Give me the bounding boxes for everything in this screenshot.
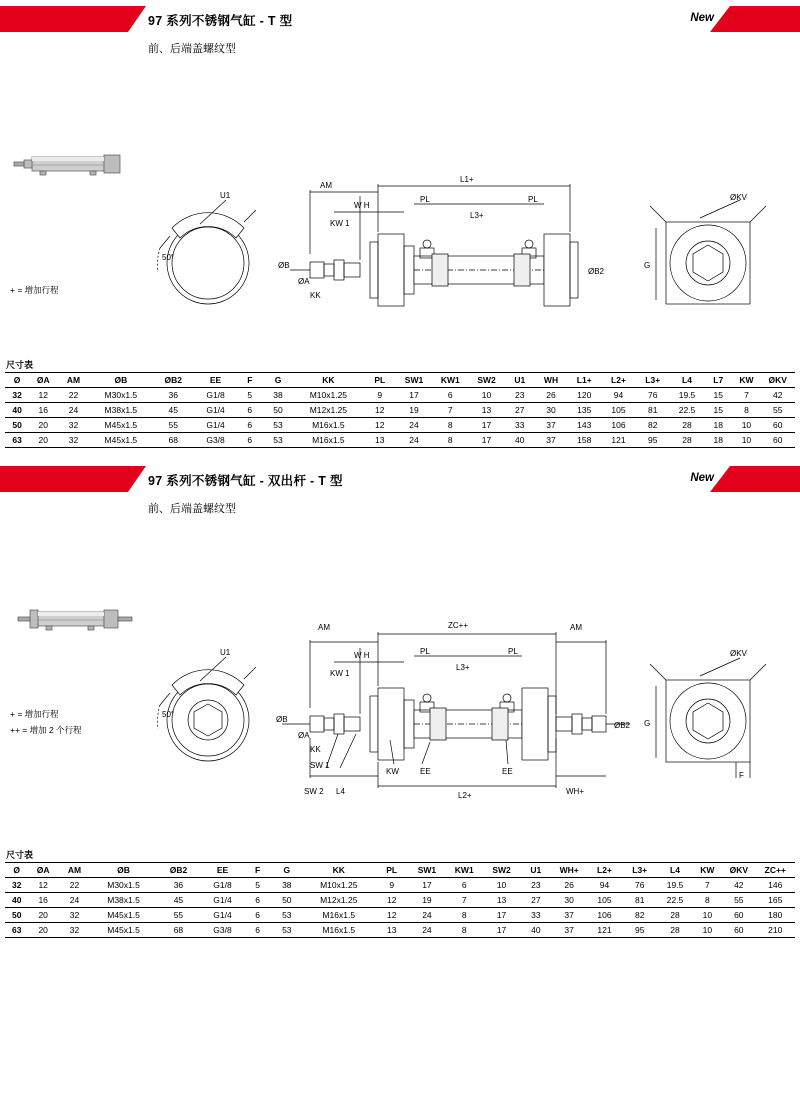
label-g-2: G: [644, 719, 651, 728]
cell: 13: [468, 403, 504, 418]
cell: 63: [5, 433, 29, 448]
cell: 180: [756, 908, 795, 923]
cell: 53: [263, 418, 293, 433]
section-1-table-body: [5, 388, 795, 448]
cell: 37: [551, 908, 586, 923]
cell: 27: [505, 403, 535, 418]
cell: 60: [722, 908, 755, 923]
cell: 32: [57, 433, 89, 448]
cell: M38x1.5: [91, 893, 156, 908]
cell: 76: [622, 878, 657, 893]
label-angle-1: 50°: [162, 253, 175, 262]
section-2-subtitle-row: [0, 492, 800, 518]
cell: 20: [29, 433, 57, 448]
cell: 63: [5, 923, 28, 938]
cell: 6: [432, 388, 468, 403]
section-1-table-caption: 尺寸表: [6, 360, 34, 370]
label-okv-2: ØKV: [730, 649, 747, 658]
cell: 50: [263, 403, 293, 418]
cell: 18: [704, 433, 732, 448]
cell: 53: [271, 908, 302, 923]
col-1: ØA: [29, 373, 57, 388]
cell: 17: [483, 923, 520, 938]
cell: 8: [446, 908, 483, 923]
cell: G1/4: [201, 893, 244, 908]
cell: 32: [5, 878, 28, 893]
cell: 15: [704, 403, 732, 418]
cell: 81: [622, 893, 657, 908]
cell: G1/8: [194, 388, 236, 403]
label-angle-2: 50°: [162, 710, 175, 719]
cell: M10x1.25: [302, 878, 375, 893]
cell: 8: [693, 893, 722, 908]
cell: G1/4: [201, 908, 244, 923]
label-oa-2: ØA: [298, 731, 310, 740]
col-3: ØB: [90, 373, 152, 388]
cell: 6: [244, 908, 271, 923]
col-20: ZC++: [756, 863, 795, 878]
label-f-2: F: [739, 771, 744, 780]
col-7: G: [263, 373, 293, 388]
cell: 53: [271, 923, 302, 938]
cell: 8: [732, 403, 760, 418]
cell: 10: [732, 433, 760, 448]
cell: 23: [505, 388, 535, 403]
col-18: KW: [693, 863, 722, 878]
label-u1-2: U1: [220, 648, 231, 657]
cell: 146: [756, 878, 795, 893]
section-2-dimension-table: [5, 862, 795, 938]
table-row: [5, 433, 795, 448]
cell: 68: [152, 433, 194, 448]
section-2-new-badge: New: [690, 472, 714, 484]
table-row: [5, 893, 795, 908]
section-1-subtitle: 前、后端盖螺纹型: [148, 43, 236, 55]
cell: 16: [29, 403, 57, 418]
label-ob-2: ØB: [276, 715, 288, 724]
cell: 26: [551, 878, 586, 893]
cell: 42: [761, 388, 795, 403]
label-okv-1: ØKV: [730, 193, 747, 202]
label-pl-1: PL: [420, 195, 430, 204]
cell: 17: [396, 388, 432, 403]
cell: 7: [732, 388, 760, 403]
cell: M30x1.5: [91, 878, 156, 893]
table-row: [5, 908, 795, 923]
col-0: Ø: [5, 373, 29, 388]
cell: 6: [244, 923, 271, 938]
section-2-table-body: [5, 878, 795, 938]
cell: 32: [58, 908, 91, 923]
cell: M16x1.5: [302, 923, 375, 938]
section-2-title: 97 系列不锈钢气缸 - 双出杆 - T 型: [148, 474, 343, 488]
label-zc-2: ZC++: [448, 621, 469, 630]
col-14: WH: [535, 373, 567, 388]
cell: 12: [28, 878, 57, 893]
cell: 9: [364, 388, 396, 403]
cell: 13: [483, 893, 520, 908]
cell: 26: [535, 388, 567, 403]
col-10: SW1: [408, 863, 445, 878]
cell: 13: [364, 433, 396, 448]
cell: 13: [375, 923, 408, 938]
label-l2-2: L2+: [458, 791, 472, 800]
label-sw2-2: SW 2: [304, 787, 324, 796]
col-8: KK: [293, 373, 364, 388]
cell: 7: [693, 878, 722, 893]
table-header-row: [5, 373, 795, 388]
cell: 15: [704, 388, 732, 403]
cell: 60: [722, 923, 755, 938]
table-row: [5, 403, 795, 418]
col-7: G: [271, 863, 302, 878]
cell: 10: [693, 923, 722, 938]
left-end-view-1: [140, 188, 270, 328]
section-1-header: [0, 6, 800, 32]
cylinder-thumbnail-2: [10, 598, 140, 648]
cell: 20: [28, 923, 57, 938]
header-red-left-bar: [0, 466, 128, 492]
cell: G1/4: [194, 418, 236, 433]
cell: M16x1.5: [293, 433, 364, 448]
table-row: [5, 878, 795, 893]
label-l1-1: L1+: [460, 176, 474, 184]
col-16: L3+: [622, 863, 657, 878]
header-red-right-bar: [730, 466, 800, 492]
cell: 6: [244, 893, 271, 908]
cell: M45x1.5: [90, 433, 152, 448]
cell: 10: [483, 878, 520, 893]
label-pl-2: PL: [420, 647, 430, 656]
cell: 55: [761, 403, 795, 418]
cell: 42: [722, 878, 755, 893]
col-21: ØKV: [761, 373, 795, 388]
main-section-view-1: [270, 176, 630, 346]
cell: M38x1.5: [90, 403, 152, 418]
cell: 45: [156, 893, 201, 908]
cell: 37: [551, 923, 586, 938]
cell: 40: [505, 433, 535, 448]
cell: 12: [364, 403, 396, 418]
cell: 19: [408, 893, 445, 908]
col-2: AM: [58, 863, 91, 878]
label-am-2: AM: [318, 623, 330, 632]
label-u1-1: U1: [220, 191, 231, 200]
cell: 27: [520, 893, 551, 908]
cell: 94: [587, 878, 622, 893]
cell: 10: [732, 418, 760, 433]
cell: G3/8: [201, 923, 244, 938]
cell: 95: [636, 433, 670, 448]
label-ob2-1: ØB2: [588, 267, 605, 276]
table-row: [5, 923, 795, 938]
cell: 22: [57, 388, 89, 403]
cell: 68: [156, 923, 201, 938]
cell: 7: [446, 893, 483, 908]
col-6: F: [244, 863, 271, 878]
col-10: SW1: [396, 373, 432, 388]
cylinder-thumbnail-1: [10, 143, 140, 193]
section-2-header: [0, 466, 800, 492]
cell: 37: [535, 433, 567, 448]
col-0: Ø: [5, 863, 28, 878]
cell: 33: [520, 908, 551, 923]
cell: M10x1.25: [293, 388, 364, 403]
cell: 10: [468, 388, 504, 403]
section-1-dimension-table: [5, 372, 795, 448]
cell: 8: [432, 418, 468, 433]
cell: 82: [636, 418, 670, 433]
cell: 24: [396, 433, 432, 448]
col-17: L3+: [636, 373, 670, 388]
label-kw1-1: KW 1: [330, 219, 350, 228]
cell: 30: [551, 893, 586, 908]
cell: 76: [636, 388, 670, 403]
label-g-1: G: [644, 261, 651, 270]
cell: 82: [622, 908, 657, 923]
col-8: KK: [302, 863, 375, 878]
cell: M16x1.5: [293, 418, 364, 433]
cell: 94: [601, 388, 635, 403]
cell: M12x1.25: [302, 893, 375, 908]
cell: 12: [375, 908, 408, 923]
col-1: ØA: [28, 863, 57, 878]
col-13: U1: [520, 863, 551, 878]
cell: 6: [237, 418, 263, 433]
cell: 20: [28, 908, 57, 923]
cell: 38: [271, 878, 302, 893]
cell: 8: [432, 433, 468, 448]
label-l3-1: L3+: [470, 211, 484, 220]
col-5: EE: [201, 863, 244, 878]
cell: 37: [535, 418, 567, 433]
col-11: KW1: [446, 863, 483, 878]
col-9: PL: [364, 373, 396, 388]
cell: 12: [29, 388, 57, 403]
cell: 22.5: [657, 893, 692, 908]
cell: 23: [520, 878, 551, 893]
cell: 19.5: [657, 878, 692, 893]
cell: 24: [58, 893, 91, 908]
label-kw-2: KW: [386, 767, 399, 776]
cell: 17: [468, 418, 504, 433]
cell: 165: [756, 893, 795, 908]
cell: 22.5: [670, 403, 704, 418]
cell: 6: [237, 433, 263, 448]
cell: 36: [156, 878, 201, 893]
cell: 24: [396, 418, 432, 433]
section-2-note-0: + = 增加行程: [10, 709, 59, 719]
label-kw1-2: KW 1: [330, 669, 350, 678]
cell: 210: [756, 923, 795, 938]
label-l4-2: L4: [336, 787, 345, 796]
cell: 106: [601, 418, 635, 433]
cell: 32: [58, 923, 91, 938]
section-1-subtitle-row: [0, 32, 800, 58]
cell: 135: [567, 403, 601, 418]
cell: 20: [29, 418, 57, 433]
cell: 24: [408, 923, 445, 938]
cell: 50: [5, 908, 28, 923]
cell: 105: [587, 893, 622, 908]
cell: 28: [657, 923, 692, 938]
col-14: WH+: [551, 863, 586, 878]
cell: 40: [520, 923, 551, 938]
cell: 121: [587, 923, 622, 938]
cell: 9: [375, 878, 408, 893]
col-19: L7: [704, 373, 732, 388]
cell: 33: [505, 418, 535, 433]
label-ob-1: ØB: [278, 261, 290, 270]
label-kk-2: KK: [310, 745, 321, 754]
table-row: [5, 418, 795, 433]
cell: M45x1.5: [90, 418, 152, 433]
section-2-table-caption: 尺寸表: [6, 850, 34, 860]
col-18: L4: [670, 373, 704, 388]
section-2-note-1: ++ = 增加 2 个行程: [10, 725, 82, 735]
label-l3-2: L3+: [456, 663, 470, 672]
cell: 5: [237, 388, 263, 403]
section-2-subtitle: 前、后端盖螺纹型: [148, 503, 236, 515]
cell: 10: [693, 908, 722, 923]
cell: 95: [622, 923, 657, 938]
label-ee-2: EE: [420, 767, 431, 776]
cell: G1/4: [194, 403, 236, 418]
col-17: L4: [657, 863, 692, 878]
cell: 24: [57, 403, 89, 418]
right-end-view-2: [640, 638, 780, 788]
cell: M45x1.5: [91, 908, 156, 923]
cell: M45x1.5: [91, 923, 156, 938]
cell: 105: [601, 403, 635, 418]
table-header-row: [5, 863, 795, 878]
label-ee2-2: EE: [502, 767, 513, 776]
cell: 32: [57, 418, 89, 433]
main-section-view-2: [270, 618, 650, 828]
label-sw1-2: SW 1: [310, 761, 330, 770]
cell: 12: [375, 893, 408, 908]
cell: 32: [5, 388, 29, 403]
section-1-new-badge: New: [690, 12, 714, 24]
cell: M30x1.5: [90, 388, 152, 403]
col-16: L2+: [601, 373, 635, 388]
cell: 120: [567, 388, 601, 403]
col-4: ØB2: [152, 373, 194, 388]
col-6: F: [237, 373, 263, 388]
header-red-right-bar: [730, 6, 800, 32]
cell: 55: [152, 418, 194, 433]
cell: 8: [446, 923, 483, 938]
table-row: [5, 388, 795, 403]
label-am-1: AM: [320, 181, 332, 190]
cell: 158: [567, 433, 601, 448]
cell: G1/8: [201, 878, 244, 893]
col-19: ØKV: [722, 863, 755, 878]
cell: 60: [761, 418, 795, 433]
section-1-note-0: + = 增加行程: [10, 285, 59, 295]
cell: 18: [704, 418, 732, 433]
label-wh2-2: WH+: [566, 787, 584, 796]
label-kk-1: KK: [310, 291, 321, 300]
cell: 81: [636, 403, 670, 418]
cell: M16x1.5: [302, 908, 375, 923]
col-9: PL: [375, 863, 408, 878]
cell: 6: [446, 878, 483, 893]
cell: 30: [535, 403, 567, 418]
label-wh-1: W H: [354, 201, 370, 210]
label-oa-1: ØA: [298, 277, 310, 286]
cell: 5: [244, 878, 271, 893]
cell: 53: [263, 433, 293, 448]
cell: 17: [483, 908, 520, 923]
col-3: ØB: [91, 863, 156, 878]
cell: 6: [237, 403, 263, 418]
section-1-drawing: [0, 58, 800, 358]
cell: 40: [5, 403, 29, 418]
cell: 24: [408, 908, 445, 923]
label-pl2-1: PL: [528, 195, 538, 204]
cell: 45: [152, 403, 194, 418]
cell: 55: [722, 893, 755, 908]
cell: 40: [5, 893, 28, 908]
cell: M12x1.25: [293, 403, 364, 418]
cell: 36: [152, 388, 194, 403]
cell: 143: [567, 418, 601, 433]
label-wh-2: W H: [354, 651, 370, 660]
cell: 121: [601, 433, 635, 448]
right-end-view-1: [640, 188, 780, 328]
col-15: L1+: [567, 373, 601, 388]
col-20: KW: [732, 373, 760, 388]
cell: 7: [432, 403, 468, 418]
cell: 55: [156, 908, 201, 923]
label-am2-2: AM: [570, 623, 582, 632]
cell: 60: [761, 433, 795, 448]
cell: 38: [263, 388, 293, 403]
col-12: SW2: [483, 863, 520, 878]
header-red-left-bar: [0, 6, 128, 32]
cell: 28: [670, 433, 704, 448]
col-11: KW1: [432, 373, 468, 388]
cell: 22: [58, 878, 91, 893]
col-12: SW2: [468, 373, 504, 388]
cell: 50: [5, 418, 29, 433]
cell: 12: [364, 418, 396, 433]
col-5: EE: [194, 373, 236, 388]
left-end-view-2: [140, 638, 270, 788]
col-4: ØB2: [156, 863, 201, 878]
cell: 17: [408, 878, 445, 893]
cell: 106: [587, 908, 622, 923]
section-2-drawing: [0, 518, 800, 848]
col-2: AM: [57, 373, 89, 388]
cell: 50: [271, 893, 302, 908]
cell: 19.5: [670, 388, 704, 403]
col-13: U1: [505, 373, 535, 388]
cell: 17: [468, 433, 504, 448]
section-1-title: 97 系列不锈钢气缸 - T 型: [148, 14, 293, 28]
cell: 28: [657, 908, 692, 923]
col-15: L2+: [587, 863, 622, 878]
label-ob2-2: ØB2: [614, 721, 631, 730]
label-pl2-2: PL: [508, 647, 518, 656]
cell: G3/8: [194, 433, 236, 448]
cell: 19: [396, 403, 432, 418]
cell: 28: [670, 418, 704, 433]
cell: 16: [28, 893, 57, 908]
